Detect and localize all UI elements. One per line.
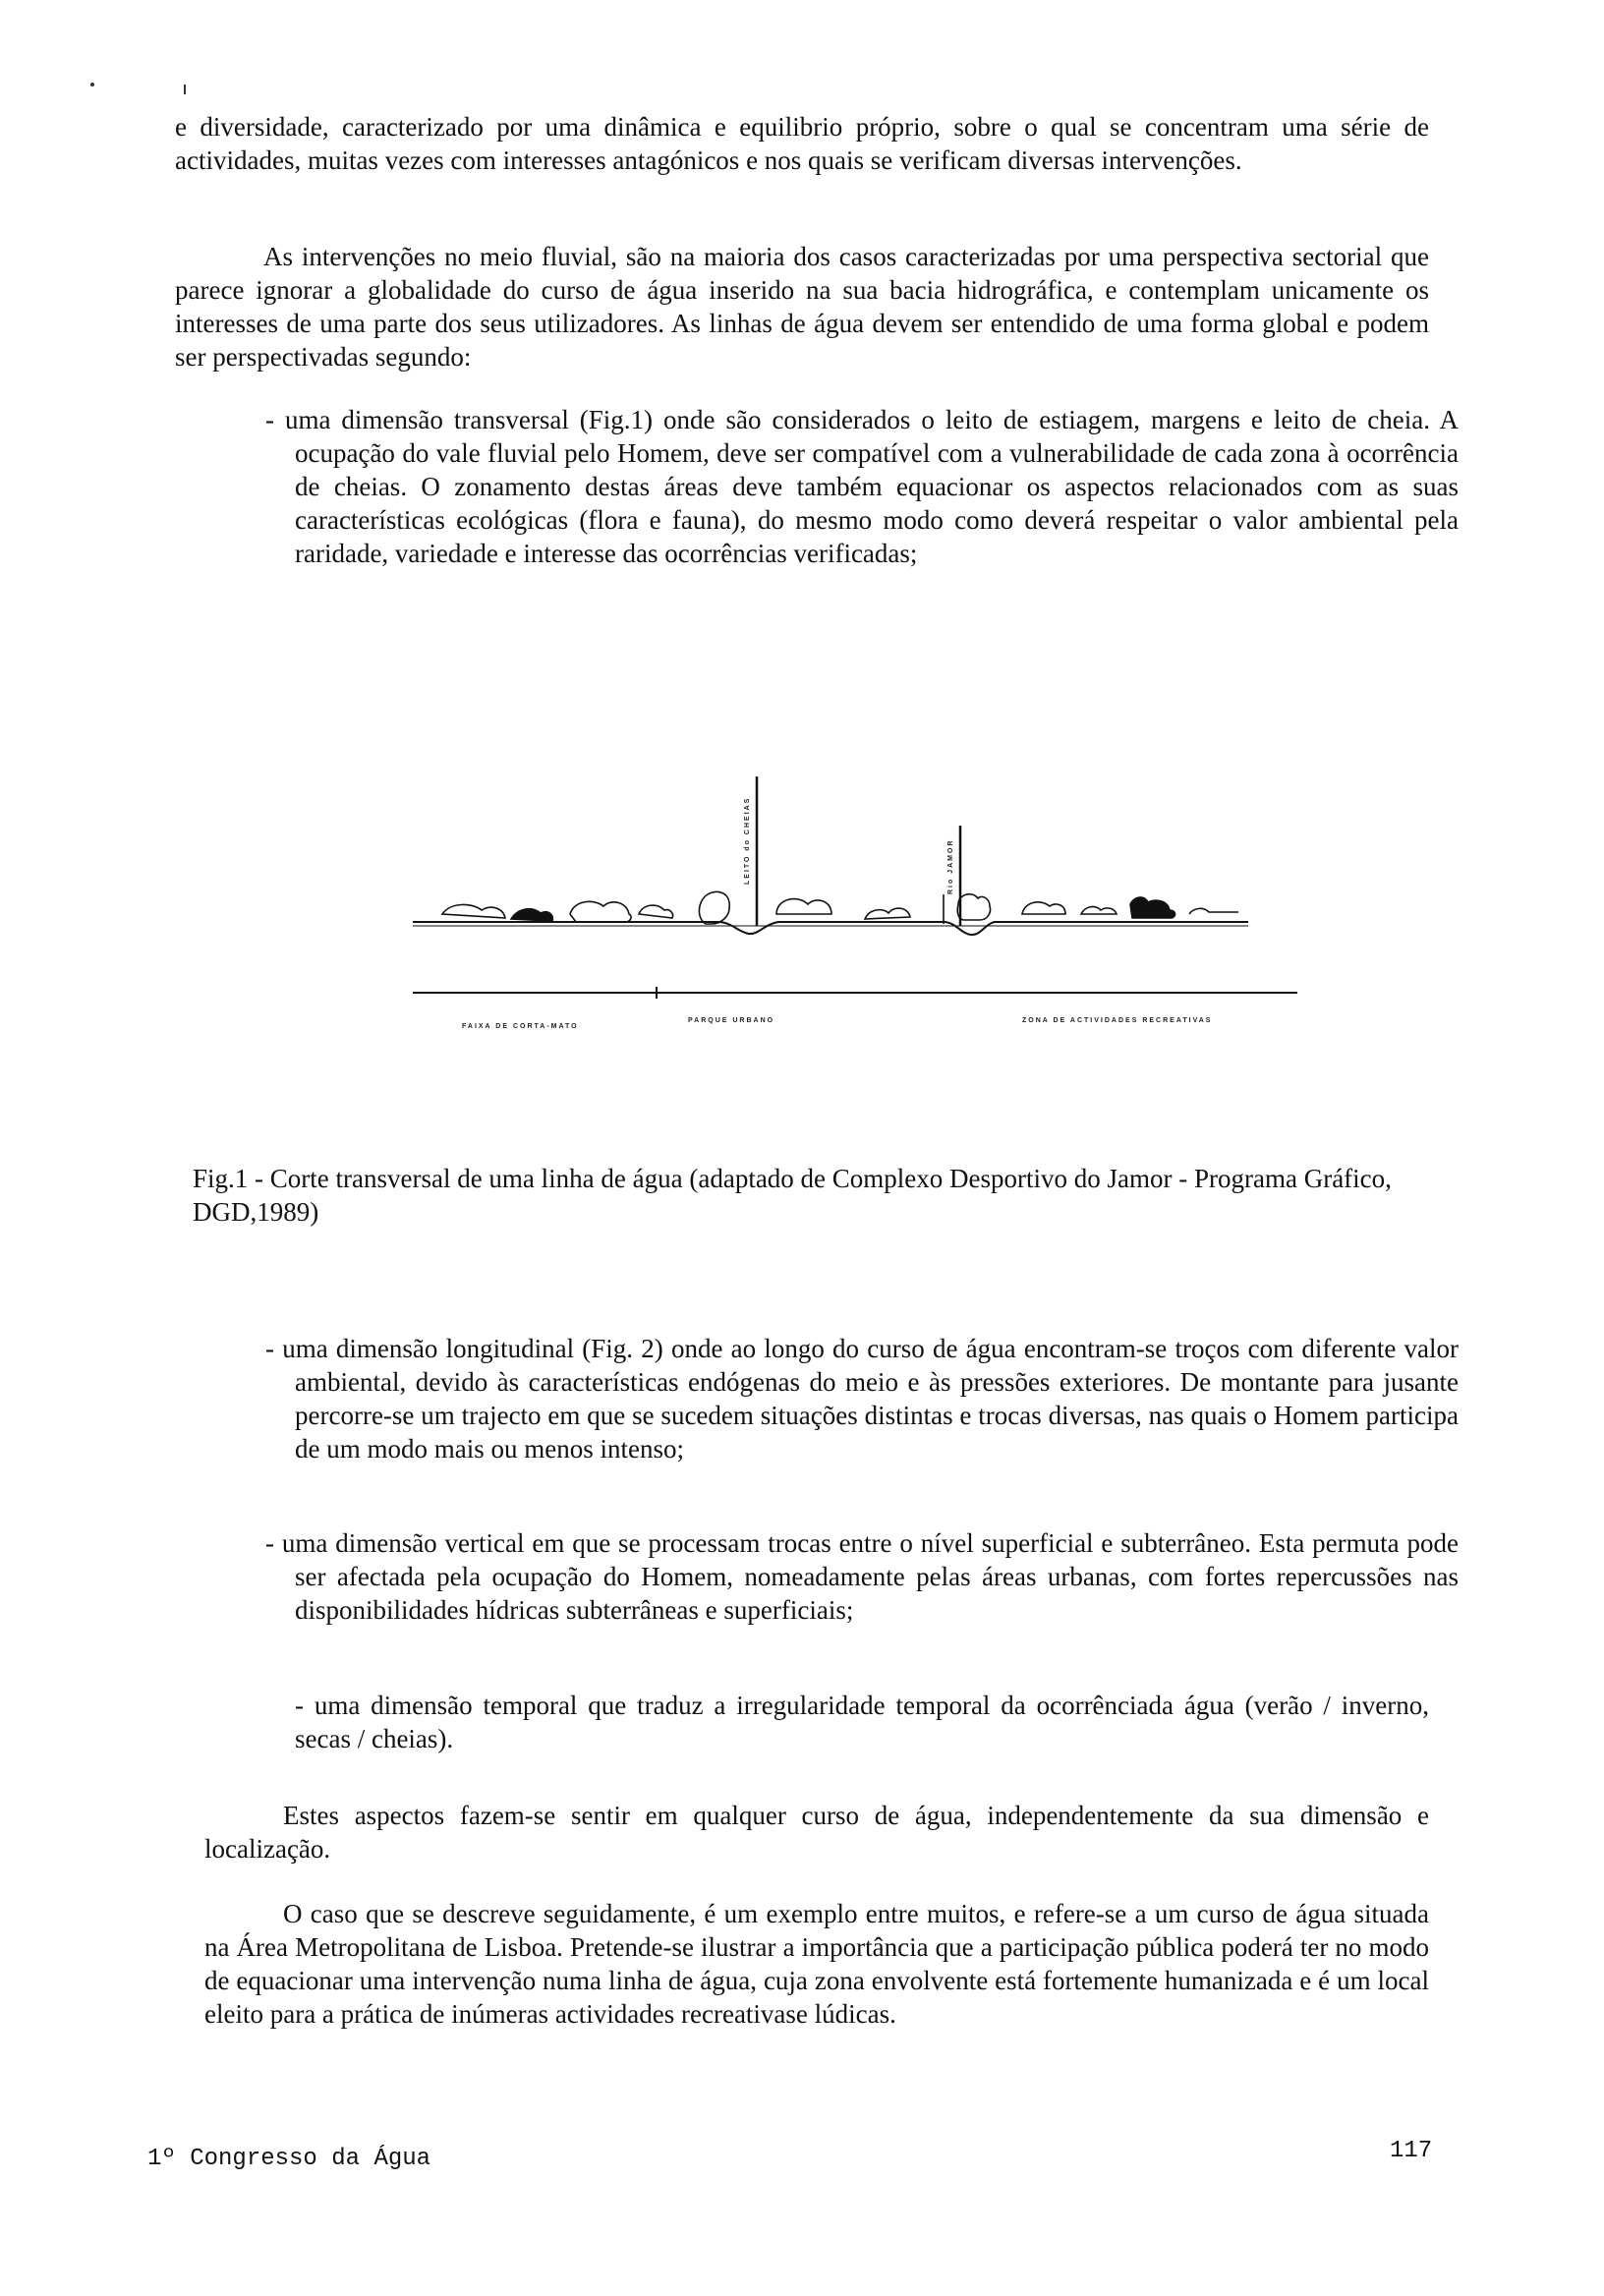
paragraph-interventions: As intervenções no meio fluvial, são na maioria dos casos caracterizadas por uma perspectiva sectorial que parece ignorar a globalidade do curso de água inserido na sua bacia hidrográfica, e contemplam unicamente os interesses de uma parte dos seus utilizadores. As linhas de água devem ser entendido de uma forma global e podem ser perspectivadas segundo: bbox=[175, 242, 1429, 372]
scan-speck bbox=[184, 85, 186, 94]
footer-conference: 1º Congresso da Água bbox=[147, 2146, 431, 2172]
paragraph-aspects: Estes aspectos fazem-se sentir em qualquer curso de água, independentemente da sua dimensão e localização. bbox=[204, 1801, 1429, 1864]
vertical-label-left: LEITO do CHEIAS bbox=[744, 796, 751, 885]
zone-label-middle: PARQUE URBANO bbox=[688, 1017, 775, 1024]
bullet-longitudinal: - uma dimensão longitudinal (Fig. 2) onde ao longo do curso de água encontram-se troços com diferente valor ambiental, devido às características endógenas do meio e às pressões exteriores. De montante para jusante percorre-se um trajecto em que se sucedem situações distintas e trocas diversas, nas quais o Homem participa de um modo mais ou menos intenso; bbox=[265, 1334, 1459, 1464]
paragraph-case: O caso que se descreve seguidamente, é um exemplo entre muitos, e refere-se a um curso de água situada na Área Metropolitana de Lisboa. Pretende-se ilustrar a importância que a participação pública poderá ter no modo de equacionar uma intervenção numa linha de água, cuja zona envolvente está fortemente humanizada e é um local eleito para a prática de inúmeras actividades recreativase lúdicas. bbox=[204, 1899, 1429, 2029]
footer-page-number: 117 bbox=[1390, 2138, 1433, 2164]
cross-section-figure bbox=[393, 757, 1337, 1062]
bullet-vertical: - uma dimensão vertical em que se processam trocas entre o nível superficial e subterrâneo. Esta permuta pode ser afectada pela ocupação do Homem, nomeadamente pelas áreas urbanas, com fortes repercussões nas disponibilidades hídricas subterrâneas e superficiais; bbox=[265, 1528, 1459, 1625]
vegetation-left bbox=[442, 891, 1238, 924]
scan-speck bbox=[90, 83, 94, 86]
vertical-label-right: Rio JAMOR bbox=[947, 838, 954, 894]
zone-label-right: ZONA DE ACTIVIDADES RECREATIVAS bbox=[1022, 1017, 1213, 1024]
cross-section-drawing bbox=[393, 757, 1337, 1062]
ground-profile bbox=[413, 922, 1248, 935]
paragraph-continuation: e diversidade, caracterizado por uma dinâmica e equilibrio próprio, sobre o qual se concentram uma série de actividades, muitas vezes com interesses antagónicos e nos quais se verificam diversas intervenções. bbox=[175, 112, 1429, 175]
bullet-transversal: - uma dimensão transversal (Fig.1) onde são considerados o leito de estiagem, margens e leito de cheia. A ocupação do vale fluvial pelo Homem, deve ser compatível com a vulnerabilidade de cada zona à ocorrência de cheias. O zonamento destas áreas deve também equacionar os aspectos relacionados com as suas características ecológicas (flora e fauna), do mesmo modo como deverá respeitar o valor ambiental pela raridade, variedade e interesse das ocorrências verificadas; bbox=[265, 405, 1459, 568]
figure-caption: Fig.1 - Corte transversal de uma linha de água (adaptado de Complexo Desportivo do Jamor - Programa Gráfico, DGD,1989) bbox=[193, 1164, 1392, 1227]
zone-label-left: FAIXA DE CORTA-MATO bbox=[462, 1023, 579, 1030]
bullet-temporal: - uma dimensão temporal que traduz a irregularidade temporal da ocorrênciada água (verão / inverno, secas / cheias). bbox=[295, 1691, 1429, 1753]
